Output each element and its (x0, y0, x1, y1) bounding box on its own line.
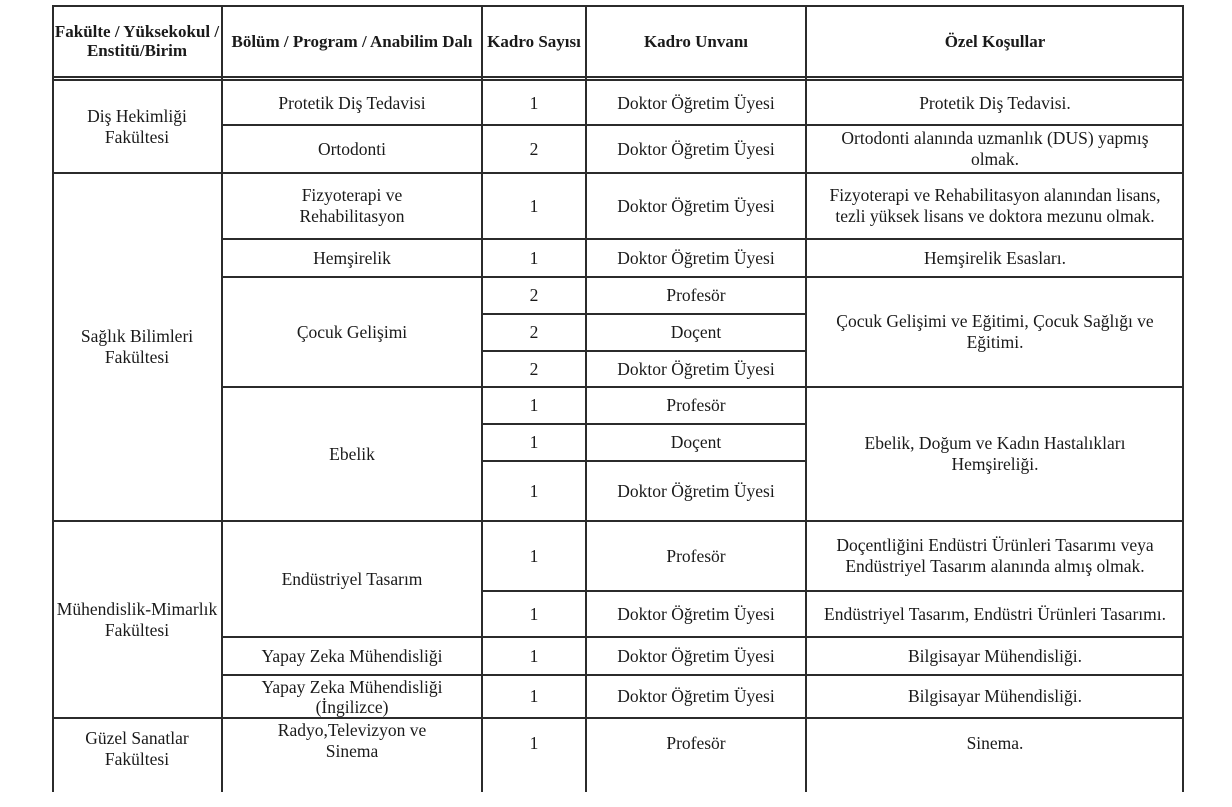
grid-line (482, 460, 806, 462)
count-cell: 2 (529, 322, 539, 342)
title-cell: Doktor Öğretim Üyesi (617, 480, 775, 501)
grid-line (482, 423, 806, 425)
conditions-cell: Bilgisayar Mühendisliği. (907, 686, 1083, 706)
title-cell: Doktor Öğretim Üyesi (617, 138, 775, 159)
conditions-cell: Endüstriyel Tasarım, Endüstri Ürünleri Tasarımı. (824, 603, 1166, 624)
count-cell: 1 (529, 645, 539, 666)
grid-line (52, 717, 1184, 719)
conditions-cell: Ebelik, Doğum ve Kadın Hastalıkları Hemşireliği. (864, 433, 1126, 474)
count-cell: 1 (529, 247, 539, 268)
department-cell: Fizyoterapi ve Rehabilitasyon (299, 185, 405, 226)
title-cell: Doktor Öğretim Üyesi (617, 92, 775, 113)
title-cell: Doktor Öğretim Üyesi (617, 603, 775, 624)
count-cell: 1 (529, 195, 539, 216)
conditions-cell: Doçentliğini Endüstri Ürünleri Tasarımı veya Endüstriyel Tasarım alanında almış olmak. (836, 535, 1154, 576)
conditions-cell: Çocuk Gelişimi ve Eğitimi, Çocuk Sağlığı ve Eğitimi. (836, 311, 1154, 352)
count-cell: 1 (529, 432, 539, 452)
grid-line (52, 172, 1184, 174)
grid-line (52, 5, 54, 792)
conditions-cell: Hemşirelik Esasları. (924, 247, 1066, 268)
grid-line (482, 313, 806, 315)
grid-line (222, 124, 1184, 126)
department-cell: Çocuk Gelişimi (296, 321, 408, 342)
department-cell: Hemşirelik (313, 247, 391, 268)
title-cell: Doktor Öğretim Üyesi (617, 195, 775, 216)
faculty-cell: Sağlık Bilimleri Fakültesi (80, 326, 194, 367)
header-count: Kadro Sayısı (487, 31, 581, 51)
count-cell: 1 (529, 603, 539, 624)
faculty-cell: Diş Hekimliği Fakültesi (87, 106, 187, 147)
grid-line (222, 238, 1184, 240)
conditions-cell: Protetik Diş Tedavisi. (919, 92, 1071, 113)
count-cell: 1 (529, 395, 539, 415)
department-cell: Endüstriyel Tasarım (281, 568, 423, 589)
count-cell: 1 (529, 545, 539, 566)
title-cell: Doktor Öğretim Üyesi (617, 645, 775, 666)
title-cell: Doktor Öğretim Üyesi (617, 358, 775, 379)
conditions-cell: Sinema. (966, 733, 1024, 753)
grid-line (222, 674, 1184, 676)
grid-line (52, 76, 1184, 78)
grid-line (222, 276, 1184, 278)
count-cell: 1 (529, 480, 539, 501)
title-cell: Profesör (666, 733, 726, 753)
header-department: Bölüm / Program / Anabilim Dalı (231, 31, 473, 51)
header-conditions: Özel Koşullar (944, 31, 1046, 51)
title-cell: Profesör (666, 285, 726, 305)
department-cell: Ebelik (329, 443, 375, 464)
count-cell: 2 (529, 358, 539, 379)
conditions-cell: Bilgisayar Mühendisliği. (907, 645, 1083, 666)
conditions-cell: Fizyoterapi ve Rehabilitasyon alanından lisans, tezli yüksek lisans ve doktora mezunu olmak. (829, 185, 1161, 226)
grid-line (52, 79, 1184, 81)
header-title: Kadro Unvanı (643, 31, 749, 51)
faculty-cell: Mühendislik-Mimarlık Fakültesi (56, 598, 218, 640)
conditions-cell: Ortodonti alanında uzmanlık (DUS) yapmış olmak. (841, 128, 1149, 169)
department-cell: Yapay Zeka Mühendisliği (261, 645, 443, 666)
grid-line (52, 5, 1184, 7)
staff-table (52, 5, 1184, 792)
count-cell: 1 (529, 686, 539, 706)
count-cell: 1 (529, 733, 539, 753)
grid-line (222, 636, 1184, 638)
grid-line (482, 590, 1184, 592)
faculty-cell: Güzel Sanatlar Fakültesi (85, 728, 189, 769)
title-cell: Profesör (666, 545, 726, 566)
grid-line (222, 386, 1184, 388)
count-cell: 1 (529, 92, 539, 113)
grid-line (482, 350, 806, 352)
department-cell: Ortodonti (317, 138, 387, 159)
title-cell: Profesör (666, 395, 726, 415)
count-cell: 2 (529, 138, 539, 159)
title-cell: Doktor Öğretim Üyesi (617, 686, 775, 706)
title-cell: Doktor Öğretim Üyesi (617, 247, 775, 268)
title-cell: Doçent (670, 432, 722, 452)
department-cell: Radyo,Televizyon ve Sinema (277, 720, 427, 761)
department-cell: Protetik Diş Tedavisi (278, 92, 426, 113)
title-cell: Doçent (670, 322, 722, 342)
grid-line (52, 520, 1184, 522)
count-cell: 2 (529, 285, 539, 305)
header-faculty: Fakülte / Yüksekokul / Enstitü/Birim (54, 22, 220, 60)
department-cell: Yapay Zeka Mühendisliği (İngilizce) (261, 676, 443, 717)
